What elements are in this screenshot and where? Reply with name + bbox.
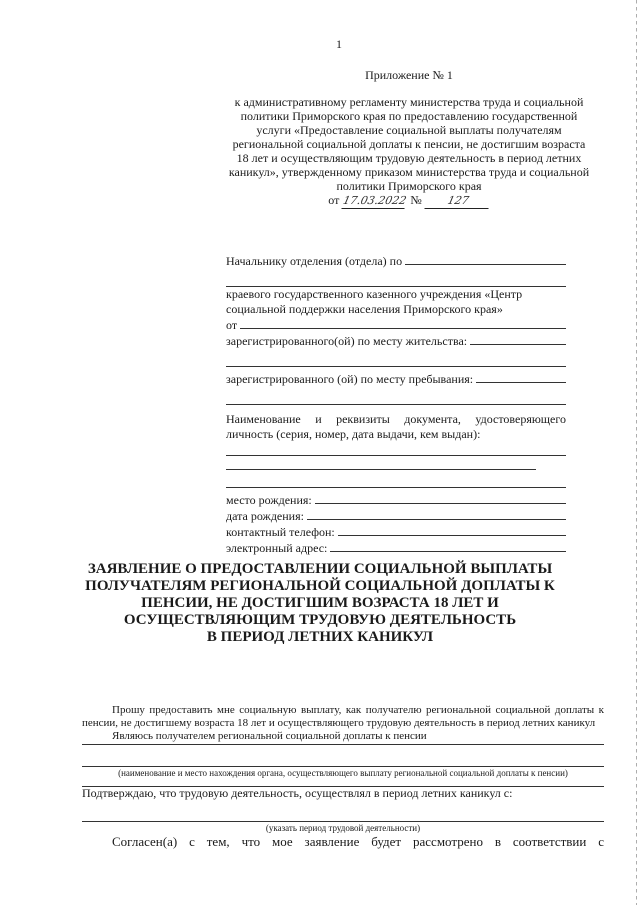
head-department-field[interactable]	[405, 253, 566, 265]
email-label: электронный адрес:	[226, 541, 328, 555]
birth-date-row	[226, 508, 566, 524]
birth-place-row	[226, 492, 566, 508]
institution-line: социальной поддержки населения Приморского края»	[226, 302, 503, 316]
period-note: (указать период трудовой деятельности)	[265, 823, 421, 833]
registered-stay-label: зарегистрированного (ой) по месту пребывания:	[226, 372, 474, 386]
application-title	[80, 561, 560, 646]
period-field[interactable]	[82, 808, 604, 822]
organ-note: (наименование и место нахождения органа, осуществляющего выплату региональной социальной доплаты к пенсии)	[118, 768, 568, 778]
stay-continuation-field[interactable]	[226, 391, 566, 405]
title-line: ЗАЯВЛЕНИЕ О ПРЕДОСТАВЛЕНИИ СОЦИАЛЬНОЙ ВЫПЛАТЫ	[87, 561, 553, 577]
birth-place-field[interactable]	[315, 492, 566, 504]
email-row	[226, 540, 566, 556]
residence-field-row	[226, 333, 566, 349]
birth-date-field[interactable]	[307, 508, 566, 520]
document-details-field[interactable]	[226, 442, 566, 456]
regulation-line: услуги «Предоставление социальной выплаты получателям	[256, 123, 562, 137]
handwritten-number: 127	[424, 194, 491, 209]
birth-date-label: дата рождения:	[226, 509, 304, 523]
regulation-line: региональной социальной доплаты к пенсии, не достигшим возраста	[232, 137, 586, 151]
appendix-block	[214, 68, 604, 209]
document-details-field-3[interactable]	[226, 474, 566, 488]
title-line: ОСУЩЕСТВЛЯЮЩИМ ТРУДОВУЮ ДЕЯТЕЛЬНОСТЬ	[123, 612, 517, 628]
regulation-line: каникул», утвержденному приказом министерства труда и социальной	[228, 165, 590, 179]
head-field-row	[226, 253, 566, 269]
document-label-cont: личность (серия, номер, дата выдачи, кем выдан):	[226, 427, 481, 441]
applicant-name-field[interactable]	[240, 317, 566, 329]
title-line: ПЕНСИИ, НЕ ДОСТИГШИМ ВОЗРАСТА 18 ЛЕТ И	[141, 595, 499, 611]
document-label: Наименование и реквизиты документа, удостоверяющего	[226, 412, 566, 426]
registered-residence-label: зарегистрированного(ой) по месту жительства:	[226, 334, 468, 348]
appendix-title: Приложение № 1	[365, 68, 453, 82]
title-line: В ПЕРИОД ЛЕТНИХ КАНИКУЛ	[206, 629, 434, 645]
residence-address-field[interactable]	[470, 333, 566, 345]
phone-field[interactable]	[338, 524, 566, 536]
request-paragraph: Прошу предоставить мне социальную выплату, как получателю региональной социальной доплаты к пенсии, не достигшему возраста 18 лет и осуществляющего трудовую деятельность в период летних каникул	[82, 704, 604, 729]
organ-field[interactable]	[82, 753, 604, 767]
order-date-number-row	[214, 193, 604, 209]
confirm-text: Подтверждаю, что трудовую деятельность, осуществлял в период летних каникул с:	[82, 786, 513, 800]
regulation-line: 18 лет и осуществляющим трудовую деятельность в период летних	[236, 151, 582, 165]
regulation-line: политики Приморского края по предоставлению государственной	[240, 109, 578, 123]
phone-row	[226, 524, 566, 540]
birth-place-label: место рождения:	[226, 493, 312, 507]
handwritten-date: 17.03.2022	[342, 194, 408, 207]
email-field[interactable]	[330, 540, 566, 552]
addressee-block	[226, 253, 566, 556]
consent-text: Согласен(а) с тем, что мое заявление будет рассмотрено в соответствии с	[112, 834, 604, 849]
number-sign: №	[410, 193, 422, 207]
regulation-line: к административному регламенту министерства труда и социальной	[234, 95, 584, 109]
recipient-text: Являюсь получателем региональной социальной доплаты к пенсии	[112, 730, 427, 742]
stay-address-field[interactable]	[476, 371, 566, 383]
department-continuation-field[interactable]	[226, 273, 566, 287]
head-label: Начальнику отделения (отдела) по	[226, 254, 403, 268]
date-prefix: от	[328, 193, 340, 207]
stay-field-row	[226, 371, 566, 387]
application-body	[82, 704, 604, 848]
residence-continuation-field[interactable]	[226, 353, 566, 367]
recipient-row[interactable]	[82, 730, 604, 745]
from-field-row	[226, 317, 566, 333]
title-line: ПОЛУЧАТЕЛЯМ РЕГИОНАЛЬНОЙ СОЦИАЛЬНОЙ ДОПЛАТЫ К	[85, 578, 555, 594]
page-number: 1	[336, 37, 342, 51]
page-edge-marks	[636, 0, 637, 905]
from-label: от	[226, 318, 238, 332]
institution-line: краевого государственного казенного учреждения «Центр	[226, 287, 523, 301]
regulation-line: политики Приморского края	[336, 179, 482, 193]
phone-label: контактный телефон:	[226, 525, 335, 539]
document-details-field-2[interactable]	[226, 456, 536, 470]
